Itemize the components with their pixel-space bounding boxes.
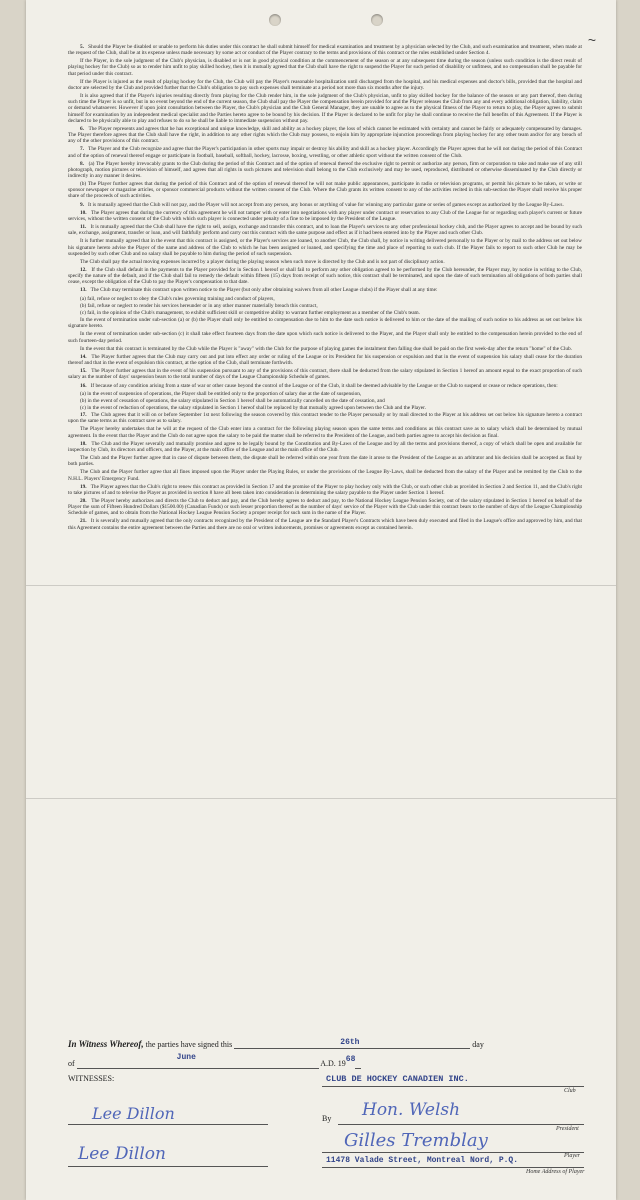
section-text: The Player agrees that the Club's right to renew this contract as provided in Section 17 and the promise of the Player to play hockey only with the Club, or such other club as provided in Section 2 and Section 11, and the Club's right to take pictures of and to televise the Player as provided in section 8 have all been taken into consideration in determining the salary payable to the Player under Section 1 hereof. — [68, 483, 582, 496]
section-number: 16. — [80, 382, 87, 389]
contract-section — [68, 303, 582, 309]
of-label: of — [68, 1059, 75, 1068]
contract-section — [68, 498, 582, 516]
section-text: It is further mutually agreed that in the event that this contract is assigned, or the Player's services are loaned, to another Club, the Club shall, by notice in writing delivered personally to the Player or by mail to the address set out below his signature hereto advise the Player of the name and address of the Club to which he has been assigned or loaned, and specifying the time and place of reporting to such club. If the Player fails to report to such other Club he may be suspended by such other Club and no salary shall be payable to him during the period of such suspension. — [68, 238, 582, 257]
contract-section — [68, 310, 582, 316]
year-underline — [355, 1058, 361, 1069]
section-text: The Player further agrees that in the event of his suspension pursuant to any of the provisions of this contract, there shall be deducted from the salary stipulated in Section 1 hereof an amount equal to the exact proportion of such salary as the number of days' suspension bears to the total number of days of the League Championship Schedule of games. — [68, 368, 582, 381]
president-signature: Hon. Welsh — [362, 1100, 461, 1120]
section-number: 10. — [80, 209, 87, 216]
section-text: In the event of termination under sub-section (a) or (b) the Player shall only be entitled to compensation due to him to the date such notice is delivered to him or the date of the mailing of such notice to his address as set out below his signature hereto. — [68, 317, 582, 330]
contract-section — [68, 484, 582, 496]
contract-section — [68, 202, 582, 208]
section-text: In the event of termination under sub-section (c) it shall take effect fourteen days from the date upon which such notice is delivered to the Player, and the Player shall only be entitled to the compensation herein provided to the end of such fourteen-day period. — [68, 331, 582, 344]
contract-section — [68, 181, 582, 199]
witness-text: the parties have signed this — [145, 1040, 233, 1049]
contract-section — [68, 146, 582, 158]
day-value: 26th — [340, 1038, 360, 1047]
contract-section — [68, 93, 582, 124]
month-value: June — [176, 1053, 196, 1062]
date-line — [68, 1053, 361, 1069]
witnesses-label: WITNESSES: — [68, 1074, 115, 1083]
section-number: 19. — [80, 483, 87, 490]
contract-section — [68, 354, 582, 366]
section-text: If the Player is injured as the result of playing hockey for the Club, the Club will pay the Player's reasonable hospitalization until discharged from the hospital, and his medical expenses and doctor's bills, provided that the hospital and doctor are selected by the Club and provided further that the Club's obligation to pay such expenses shall terminate at a period not more than six months after the injury. — [68, 78, 582, 91]
contract-section — [68, 346, 582, 352]
contract-section — [68, 126, 582, 144]
section-text: The Club agrees that it will on or before September 1st next following the season covered by this contract tender to the Player personally or by mail directed to the Player at his address set out below his signature hereto a contract upon the same terms as this contract save as to salary. — [68, 412, 582, 425]
section-text: If the Club shall default in the payments to the Player provided for in Section 1 hereof or shall fail to perform any other obligation agreed to be performed by the Club hereunder, the Player may, by notice in writing to the Club, specify the nature of the default, and if the Club shall fail to remedy the default within fifteen (15) days from receipt of such notice, this contract shall be terminated, and upon the date of such termination all obligations of both parties shall cease, except the obligation of the Club to pay the Player's compensation to that date. — [68, 267, 582, 286]
section-text: (c) in the event of reduction of operations, the salary stipulated in Section 1 hereof shall be replaced by that mutually agreed upon between the Club and the Player. — [80, 404, 426, 411]
section-number: 17. — [80, 412, 87, 419]
day-label: day — [472, 1040, 484, 1049]
contract-section — [68, 398, 582, 404]
witness-2-line — [68, 1166, 268, 1167]
section-number: 8. — [80, 160, 84, 167]
month-field — [77, 1053, 319, 1069]
contract-section — [68, 224, 582, 236]
section-text: If because of any condition arising from a state of war or other cause beyond the control of the League or of the Club, it shall be deemed advisable by the League or the Club to suspend or cease or reduce operations, then: — [90, 382, 558, 389]
contract-section — [68, 259, 582, 265]
section-text: The Player and the Club recognize and agree that the Player's participation in other sports may impair or destroy his ability and skill as a hockey player. Accordingly the Player agrees that he will not during the period of this Contract and of the option of renewal thereof engage or participate in football, baseball, softball, hockey, lacrosse, boxing, wrestling, or other athletic sport without the written consent of the Club. — [68, 146, 582, 159]
by-label: By — [322, 1114, 332, 1123]
club-line — [322, 1086, 584, 1087]
section-text: (b) The Player further agrees that during the period of this Contract and of the option of renewal thereof he will not make public appearances, participate in radio or television programs, or permit his picture to be taken, or write or sponsor newspaper or magazine articles, or sponsor commercial products without the written consent of the Club. Where the Club grants its written consent to any of the activities recited in this sub-section the Player shall receive his proper share of the proceeds of such activities. — [68, 181, 582, 200]
section-text: (c) fail, in the opinion of the Club's management, to exhibit sufficient skill or competitive ability to warrant further employment as a member of the Club's team. — [80, 309, 420, 316]
section-text: If the Player, in the sole judgment of the Club's physician, is disabled or is not in good physical condition at the commencement of the season or at any subsequent time during the season (unless such condition is the direct result of playing hockey for the Club) so as to render him unfit to play skilled hockey, then it is mutually agreed that the Club shall have the right to suspend the Player for such period of disability or unfitness, and no compensation shall be payable for that period under this contract. — [68, 58, 582, 77]
section-text: The Player agrees that during the currency of this agreement he will not tamper with or enter into negotiations with any player under contract or reservation to any Club of the League for or regarding such player's current or future services, without the written consent of the Club with which such player is connected under penalty of a fine to be imposed by the President of the League. — [68, 209, 582, 222]
contract-section — [68, 210, 582, 222]
section-text: It is also agreed that if the Player's injuries resulting directly from playing for the Club render him, in the sole judgment of the Club's physician, unfit to play skilled hockey for the balance of the season or any part thereof, then during such time the Player is so unfit, but in no event beyond the end of the current season, the Club shall pay the Player the compensation herein provided for and the Player releases the Club from any and every additional obligation, liability, claim or demand whatsoever. However if upon joint consultation between the Player, the Club's physician and the Club General Manager, they are unable to agree as to the physical fitness of the Player to return to play, the Player agrees to submit himself for examination by an independent medical specialist and the Parties hereto agree to be bound by his decision. If the Player is declared to be unfit for play he shall continue to receive the full benefits of this Agreement. If the Player is declared to be physically able to play and refuses to do so he shall be liable to immediate suspension without pay. — [68, 93, 582, 124]
punch-hole-right — [371, 14, 383, 26]
section-number: 14. — [80, 353, 87, 360]
section-text: (b) in the event of cessation of operations, the salary stipulated in Section 1 hereof shall be automatically cancelled on the date of cessation, and — [80, 397, 385, 404]
contract-section — [68, 287, 582, 293]
contract-section — [68, 469, 582, 481]
section-text: (a) in the event of suspension of operations, the Player shall be entitled only to the proportion of salary due at the date of suspension, — [80, 390, 362, 397]
section-text: In the event that this contract is terminated by the Club while the Player is "away" with the Club for the purpose of playing games the instalment then falling due shall be paid on the first week-day after the return "home" of the Club. — [80, 345, 573, 352]
section-number: 9. — [80, 201, 84, 208]
section-number: 13. — [80, 287, 87, 294]
fold-crease — [26, 798, 616, 799]
section-number: 11. — [80, 224, 87, 231]
president-line — [338, 1124, 584, 1125]
contract-section — [68, 426, 582, 438]
contract-section — [68, 383, 582, 389]
witness-2-signature: Lee Dillon — [78, 1144, 166, 1164]
section-text: The Club and the Player further agree that all fines imposed upon the Player under the Playing Rules, or under the provisions of the League By-Laws, shall be deducted from the salary of the Player and be remitted by the Club to the N.H.L. Players' Emergency Fund. — [68, 469, 582, 482]
contract-section — [68, 331, 582, 343]
player-label: Player — [564, 1153, 580, 1159]
punch-hole-left — [269, 14, 281, 26]
contract-body — [68, 44, 582, 533]
player-signature: Gilles Tremblay — [344, 1130, 488, 1151]
contract-section — [68, 58, 582, 76]
section-text: The Player represents and agrees that he has exceptional and unique knowledge, skill and ability as a hockey player, the loss of which cannot be estimated with certainty and cannot be fairly or adequately compensated by damages. The Player therefore agrees that the Club shall have the right, in addition to any other rights which the Club may possess, to enjoin him by appropriate injunction proceedings from playing hockey for any other team and/or for any breach of any of the other provisions of this contract. — [68, 125, 582, 145]
section-number: 5. — [80, 44, 84, 50]
section-number: 6. — [80, 125, 84, 132]
section-text: It is severally and mutually agreed that the only contracts recognized by the President of the League are the Standard Player's Contracts which have been duly executed and filed in the League's office and approved by him, and that this Agreement contains the entire agreement between the Parties and there are no oral or written inducements, promises or agreements except as contained herein. — [68, 518, 582, 531]
club-label: Club — [564, 1088, 576, 1094]
address-line — [322, 1167, 584, 1168]
section-number: 15. — [80, 368, 87, 375]
player-address: 11478 Valade Street, Montreal Nord, P.Q. — [326, 1156, 519, 1165]
section-text: It is mutually agreed that the Club shall have the right to sell, assign, exchange and transfer this contract, and to loan the Player's services to any other professional hockey club, and the Player agrees to accept and be bound by such sale, exchange, assignment, transfer or loan, and will faithfully perform and carry out this contract with the same purpose and effect as if it had been entered into by the Player and such other Club. — [68, 224, 582, 237]
contract-section — [68, 405, 582, 411]
address-label: Home Address of Player — [526, 1169, 585, 1175]
witness-heading: In Witness Whereof, — [68, 1039, 144, 1049]
section-text: The Player hereby undertakes that he will at the request of the Club enter into a contract for the following playing season upon the same terms and conditions as this contract save as to salary which shall be determined by mutual agreement. In the event that the Player and the Club do not agree upon the salary to be paid the matter shall be referred to the President of the League, and both parties agree to accept his decision as final. — [68, 426, 582, 439]
corner-mark: ~ — [587, 32, 594, 48]
witness-1-signature: Lee Dillon — [92, 1104, 175, 1123]
contract-section — [68, 317, 582, 329]
year-value: 68 — [345, 1055, 356, 1064]
contract-section — [68, 44, 582, 56]
contract-section — [68, 455, 582, 467]
player-line — [322, 1152, 584, 1153]
contract-section — [68, 238, 582, 256]
contract-section — [68, 441, 582, 453]
section-number: 7. — [80, 146, 84, 153]
witness-clause — [68, 1038, 582, 1049]
fold-crease — [26, 585, 616, 586]
section-text: The Club and the Player further agree that in case of dispute between them, the dispute shall be referred within one year from the date it arose to the President of the League as an arbitrator and his decision shall be accepted as final by both parties. — [68, 455, 582, 468]
club-name: CLUB DE HOCKEY CANADIEN INC. — [326, 1074, 469, 1084]
contract-section — [68, 368, 582, 380]
section-text: The Player further agrees that the Club may carry out and put into effect any order or ruling of the League or its President for his suspension or expulsion and that in the event of suspension his salary shall cease for the duration thereof and that in the event of expulsion this contract, at the option of the Club, shall terminate forthwith. — [68, 353, 582, 367]
contract-section — [68, 267, 582, 285]
section-text: Should the Player be disabled or unable to perform his duties under this contract he shall submit himself for medical examination and treatment by a physician selected by the Club, and such examination and treatment, when made at the request of the Club, shall be at its expense unless made necessary by some act or conduct of the Player contrary to the terms and provisions of this contract or the rules established under Section 4. — [68, 44, 582, 57]
contract-section — [68, 391, 582, 397]
section-text: (a) The Player hereby irrevocably grants to the Club during the period of this Contract and of the option of renewal thereof the exclusive right to permit or authorize any person, firm or corporation to take and make use of any still photograph, motion pictures or television of himself, and agrees that all rights in such pictures and television shall belong to the Club exclusively and may be used, reproduced, distributed or otherwise disseminated by the Club directly or indirectly in any manner it desires. — [68, 160, 582, 179]
section-number: 18. — [80, 440, 87, 447]
witness-1-line — [68, 1124, 268, 1125]
president-label: President — [556, 1126, 579, 1132]
day-field — [234, 1038, 470, 1049]
contract-section — [68, 161, 582, 179]
section-text: The Player hereby authorizes and directs the Club to deduct and pay, and the Club hereby agrees to deduct and pay, to the National Hockey League Pension Society, out of the salary stipulated in Section 1 hereof on behalf of the Player the sum of Fifteen Hundred Dollars ($1500.00) (Canadian Funds) or such lesser proportion thereof as the number of days' service of the Player with the Club under this contract bears to the number of days of the League Championship Schedule of games, and to obtain from the National Hockey League Pension Society a proper receipt for such sum in the name of the Player. — [68, 498, 582, 517]
contract-page — [26, 0, 616, 1200]
section-number: 20. — [80, 498, 87, 504]
section-text: (b) fail, refuse or neglect to render his services hereunder or in any other manner materially breach this contract, — [80, 302, 318, 309]
ad-label: A.D. 19 — [320, 1059, 346, 1068]
section-text: The Club may terminate this contract upon written notice to the Player (but only after obtaining waivers from all other League clubs) if the Player shall at any time: — [90, 287, 438, 294]
section-number: 12. — [80, 267, 87, 273]
section-text: It is mutually agreed that the Club will not pay, and the Player will not accept from any person, any bonus or anything of value for winning any particular game or series of games except as authorized by the League By-Laws. — [87, 201, 564, 208]
section-text: The Club and the Player severally and mutually promise and agree to be legally bound by the Constitution and By-Laws of the League and by all the terms and provisions thereof, a copy of which shall be open and available for inspection by Club, its directors and officers, and the Player, at the main office of the League and at the main office of the Club. — [68, 440, 582, 453]
contract-section — [68, 296, 582, 302]
section-text: (a) fail, refuse or neglect to obey the Club's rules governing training and conduct of players, — [80, 295, 275, 302]
contract-section — [68, 79, 582, 91]
section-text: The Club shall pay the actual moving expenses incurred by a player during the playing season when such move is directed by the Club and is not part of disciplinary action. — [80, 258, 445, 265]
contract-section — [68, 412, 582, 424]
contract-section — [68, 518, 582, 530]
section-number: 21. — [80, 518, 87, 525]
